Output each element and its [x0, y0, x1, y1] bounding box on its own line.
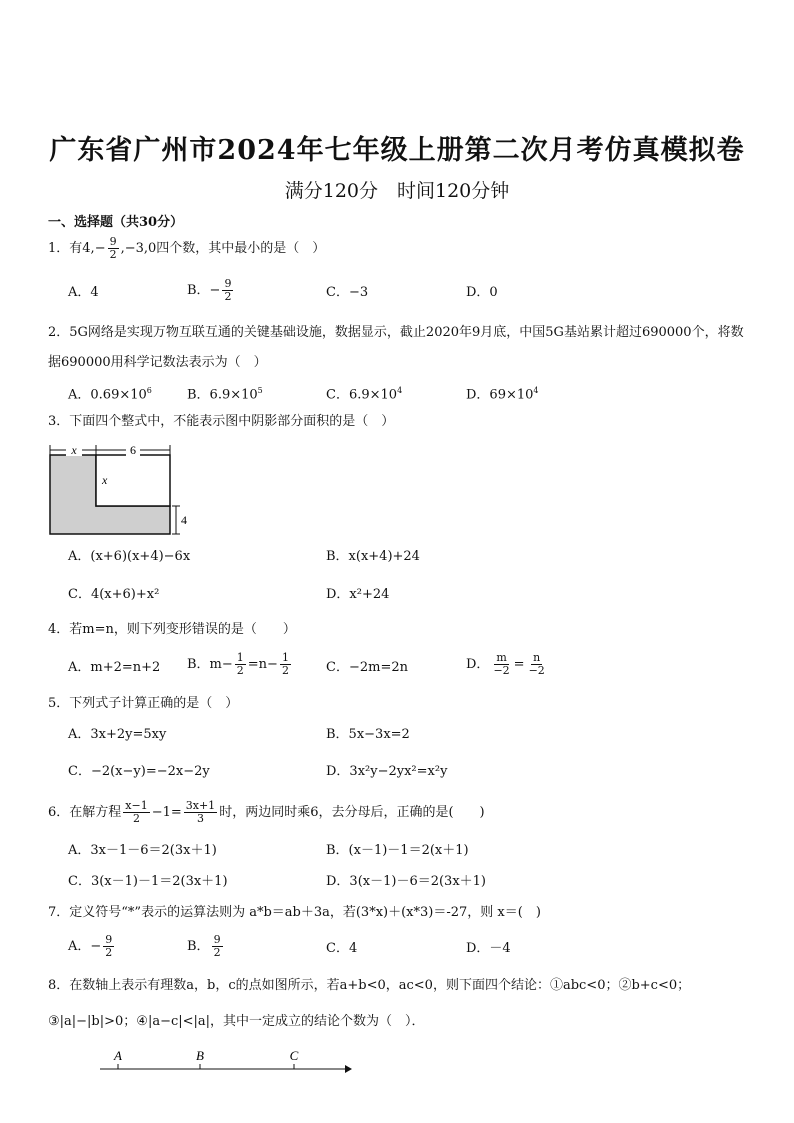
- q2-b-exp: 5: [257, 386, 263, 395]
- q2-a-text: A．0.69×10: [68, 387, 147, 403]
- q2-option-d: [466, 382, 539, 404]
- q6-option-d: D．3(x－1)－6＝2(3x＋1): [326, 874, 486, 889]
- q1-fraction: [108, 236, 119, 261]
- q4-d-den1: −2: [493, 664, 510, 677]
- question-5: 5．下列式子计算正确的是（ ）: [48, 696, 239, 711]
- q3-label-four: 4: [181, 513, 187, 527]
- q6-den2: 3: [196, 812, 204, 825]
- q6-den1: 2: [132, 812, 140, 825]
- q6-stem-a: 6．在解方程: [48, 805, 122, 820]
- q4-option-d: [466, 652, 549, 677]
- q5-option-a: A．3x+2y=5xy: [68, 727, 167, 742]
- q1-minus: −: [94, 241, 106, 256]
- q3-option-b: B．x(x+4)+24: [326, 549, 420, 564]
- q3-label-x-inner: x: [102, 473, 108, 487]
- q7-option-a: [68, 934, 116, 959]
- q1-b-frac: [222, 278, 233, 303]
- q4-d-num1: m: [496, 651, 507, 664]
- q4-d-frac2: [527, 652, 547, 677]
- q4-b-a: B．m−: [187, 657, 233, 672]
- page-title: 广东省广州市2024年七年级上册第二次月考仿真模拟卷: [49, 135, 745, 166]
- q4-b-frac1: [235, 652, 246, 677]
- q2-b-text: B．6.9×10: [187, 387, 258, 403]
- q1-stem-a: 1．有4,: [48, 241, 95, 256]
- q4-d-eq: =: [513, 657, 525, 672]
- question-1: [48, 236, 753, 261]
- q4-d-num2: n: [533, 651, 541, 664]
- q3-shaded-figure: [44, 440, 194, 540]
- q8-label-a: A: [114, 1048, 122, 1063]
- q1-b-num: 9: [224, 277, 232, 290]
- q7-b-pre: B．: [187, 939, 210, 954]
- q3-option-d: D．x²+24: [326, 587, 390, 602]
- q7-a-den: 2: [105, 946, 113, 959]
- q7-option-b: [187, 934, 225, 959]
- q5-option-c: C．−2(x−y)=−2x−2y: [68, 764, 210, 779]
- q1-b-pre: B．−: [187, 283, 221, 298]
- q7-option-d: D．－4: [466, 941, 511, 956]
- q5-option-d: D．3x²y−2yx²=x²y: [326, 764, 448, 779]
- q1-stem-b: ,−3,0四个数，其中最小的是（ ）: [120, 241, 326, 256]
- q1-option-b: [187, 278, 235, 303]
- q6-mid: −1=: [151, 805, 182, 820]
- q2-option-a: [68, 382, 152, 404]
- q6-option-a: A．3x－1－6＝2(3x＋1): [68, 843, 217, 858]
- q8-number-line: [100, 1045, 360, 1073]
- q7-a-num: 9: [105, 933, 113, 946]
- q6-option-b: B．(x－1)－1＝2(x＋1): [326, 843, 469, 858]
- q6-num2: 3x+1: [185, 799, 216, 812]
- q2-c-text: C．6.9×10: [326, 387, 398, 403]
- q1-option-c: C．−3: [326, 285, 369, 300]
- q6-frac1: [123, 800, 149, 825]
- q4-option-a: A．m+2=n+2: [68, 660, 161, 675]
- q2-c-exp: 4: [397, 386, 403, 395]
- q1-b-den: 2: [224, 290, 232, 303]
- q7-a-frac: [103, 934, 114, 959]
- q2-d-text: D．69×10: [466, 387, 534, 403]
- question-3: 3．下面四个整式中，不能表示图中阴影部分面积的是（ ）: [48, 414, 395, 429]
- q7-b-den: 2: [213, 946, 221, 959]
- q3-label-six: 6: [130, 443, 136, 457]
- q3-option-a: A．(x+6)(x+4)−6x: [68, 549, 191, 564]
- question-2: 2．5G网络是实现万物互联互通的关键基础设施，数据显示，截止2020年9月底，中国5G基站累计超过690000个，将数据690000用科学记数法表示为（ ）: [48, 325, 744, 370]
- q4-b-frac2: [280, 652, 291, 677]
- q2-a-exp: 6: [146, 386, 152, 395]
- q4-b-num1: 1: [236, 651, 244, 664]
- q4-option-b: [187, 652, 293, 677]
- q4-b-num2: 1: [281, 651, 289, 664]
- q5-option-b: B．5x−3x=2: [326, 727, 410, 742]
- q4-b-den2: 2: [281, 664, 289, 677]
- q2-d-exp: 4: [533, 386, 539, 395]
- q4-option-c: C．−2m=2n: [326, 660, 408, 675]
- question-8-line1: 8．在数轴上表示有理数a，b，c的点如图所示，若a+b<0，ac<0，则下面四个结论：①abc<0；②b+c<0；: [48, 978, 691, 993]
- q2-option-c: [326, 382, 402, 404]
- q1-frac-den: 2: [109, 248, 117, 261]
- question-4: 4．若m=n，则下列变形错误的是（ ）: [48, 622, 296, 637]
- q7-option-c: C．4: [326, 941, 358, 956]
- section-heading: 一、选择题（共30分）: [48, 215, 184, 230]
- q4-d-den2: −2: [528, 664, 545, 677]
- q3-option-c: C．4(x+6)+x²: [68, 587, 160, 602]
- q6-frac2: [184, 800, 217, 825]
- q4-d-pre: D．: [466, 657, 490, 672]
- q2-option-b: [187, 382, 263, 404]
- q4-d-frac1: [491, 652, 511, 677]
- q4-b-b: =n−: [247, 657, 278, 672]
- q1-frac-num: 9: [109, 235, 117, 248]
- q6-num1: x−1: [125, 799, 148, 812]
- q4-b-den1: 2: [236, 664, 244, 677]
- q7-a-pre: A．−: [68, 939, 102, 954]
- q8-label-b: B: [196, 1048, 204, 1063]
- q7-b-frac: [212, 934, 223, 959]
- q6-stem-b: 时，两边同时乘6，去分母后，正确的是( ): [219, 805, 485, 820]
- q1-option-a: A．4: [68, 285, 99, 300]
- q8-label-c: C: [289, 1048, 299, 1063]
- question-8-line2: ③|a|−|b|>0；④|a−c|<|a|，其中一定成立的结论个数为（ ）．: [48, 1014, 425, 1029]
- q8-axis-arrow: [345, 1065, 352, 1073]
- q1-option-d: D．0: [466, 285, 498, 300]
- q7-b-num: 9: [213, 933, 221, 946]
- q6-option-c: C．3(x－1)－1＝2(3x＋1): [68, 874, 228, 889]
- question-7: 7．定义符号“*”表示的运算法则为 a*b＝ab＋3a，若(3*x)＋(x*3)＝-27，则 x＝( ): [48, 905, 541, 920]
- page-subtitle: 满分120分 时间120分钟: [284, 180, 510, 202]
- question-6: [48, 800, 753, 825]
- q3-label-x-top: x: [71, 443, 77, 457]
